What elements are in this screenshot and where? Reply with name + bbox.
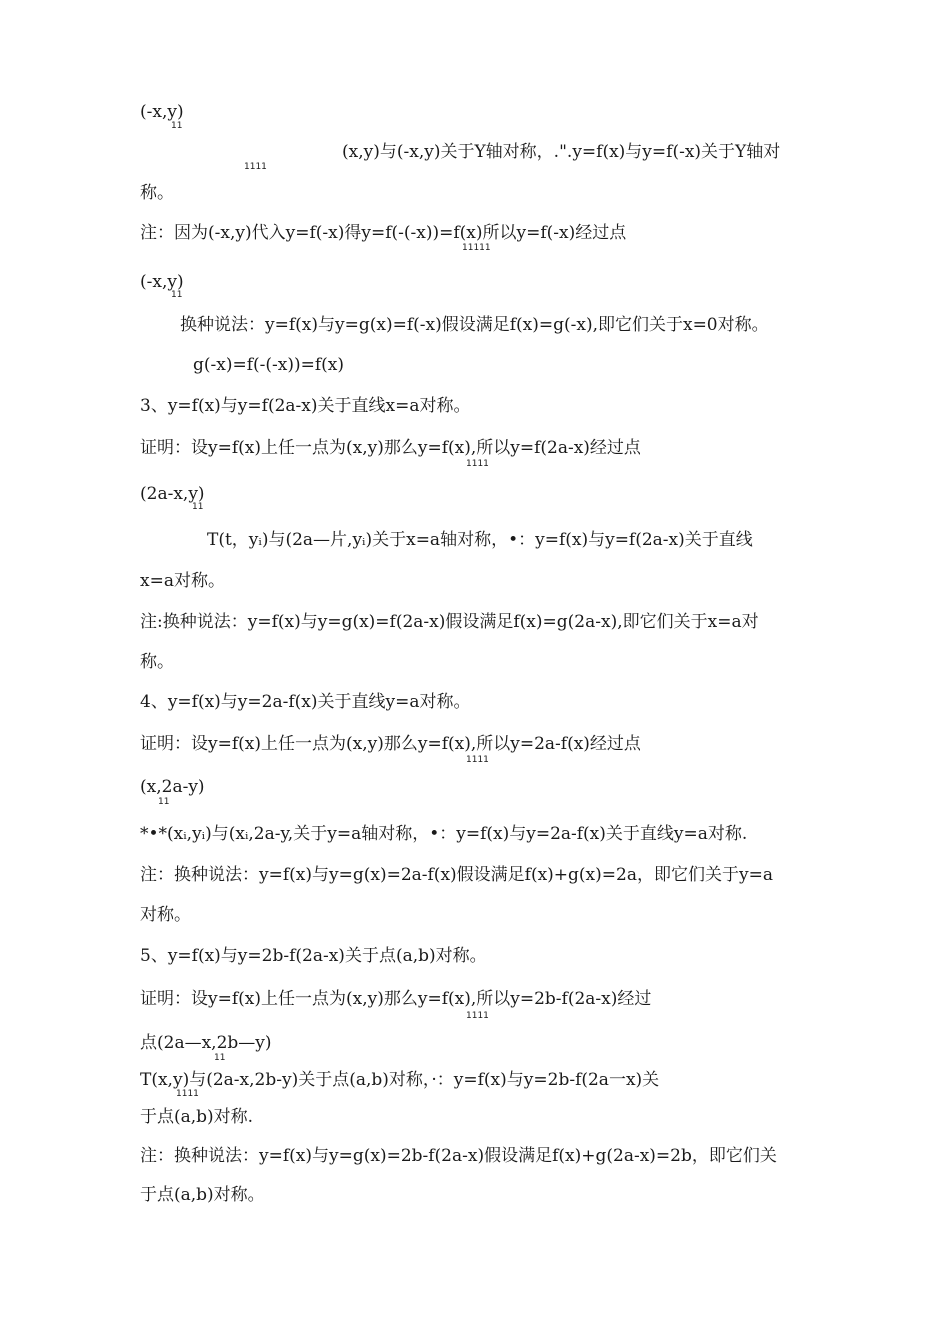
text-line: 称。: [140, 652, 174, 672]
text-line: 注：换种说法：y=f(x)与y=g(x)=2b-f(2a-x)假设满足f(x)+g(2a-x)=2b，即它们关: [140, 1146, 777, 1166]
text-line: 对称。: [140, 905, 191, 925]
subscript-line: 11: [171, 121, 183, 131]
subscript-line: 11: [214, 1053, 226, 1063]
text-line: 称。: [140, 183, 174, 203]
text-line: 证明：设y=f(x)上任一点为(x,y)那么y=f(x),所以y=2b-f(2a-x)经过: [140, 989, 652, 1009]
subscript-line: 11111: [462, 243, 491, 253]
text-line: 注：因为(-x,y)代入y=f(-x)得y=f(-(-x))=f(x)所以y=f(-x)经过点: [140, 223, 627, 243]
text-line: 证明：设y=f(x)上任一点为(x,y)那么y=f(x),所以y=f(2a-x)经过点: [140, 438, 641, 458]
text-line: T(t，yᵢ)与(2a—片,yᵢ)关于x=a轴对称，•：y=f(x)与y=f(2a-x)关于直线: [207, 530, 753, 550]
text-line: T(x,y)与(2a-x,2b-y)关于点(a,b)对称，·：y=f(x)与y=2b-f(2a一x)关: [140, 1070, 660, 1090]
subscript-line: 11: [158, 797, 170, 807]
subscript-line: 1111: [244, 162, 267, 172]
subscript-line: 1111: [176, 1089, 199, 1099]
text-line: (x,2a-y): [140, 777, 205, 797]
text-line: (x,y)与(-x,y)关于Y轴对称，.".y=f(x)与y=f(-x)关于Y轴对: [342, 142, 781, 162]
text-line: 点(2a—x,2b—y): [140, 1033, 272, 1053]
subscript-line: 11: [171, 290, 183, 300]
text-line: 换种说法：y=f(x)与y=g(x)=f(-x)假设满足f(x)=g(-x),即它们关于x=0对称。: [180, 315, 769, 335]
text-line: g(-x)=f(-(-x))=f(x): [193, 355, 345, 375]
text-line: 于点(a,b)对称.: [140, 1107, 254, 1127]
subscript-line: 1111: [466, 1011, 489, 1021]
text-line: 5、y=f(x)与y=2b-f(2a-x)关于点(a,b)对称。: [140, 946, 487, 966]
text-line: (-x,y): [140, 272, 184, 292]
text-line: x=a对称。: [140, 571, 225, 591]
text-line: 注:换种说法：y=f(x)与y=g(x)=f(2a-x)假设满足f(x)=g(2a-x),即它们关于x=a对: [140, 612, 759, 632]
text-line: 4、y=f(x)与y=2a-f(x)关于直线y=a对称。: [140, 692, 471, 712]
subscript-line: 11: [192, 502, 204, 512]
text-line: 于点(a,b)对称。: [140, 1185, 265, 1205]
text-line: 3、y=f(x)与y=f(2a-x)关于直线x=a对称。: [140, 396, 471, 416]
text-line: (2a-x,y): [140, 484, 205, 504]
text-line: 注：换种说法：y=f(x)与y=g(x)=2a-f(x)假设满足f(x)+g(x)=2a，即它们关于y=a: [140, 865, 773, 885]
text-line: 证明：设y=f(x)上任一点为(x,y)那么y=f(x),所以y=2a-f(x)经过点: [140, 734, 641, 754]
text-line: (-x,y): [140, 102, 184, 122]
subscript-line: 1111: [466, 459, 489, 469]
subscript-line: 1111: [466, 755, 489, 765]
text-line: *•*(xᵢ,yᵢ)与(xᵢ,2a-y,关于y=a轴对称，•：y=f(x)与y=2a-f(x)关于直线y=a对称.: [140, 824, 748, 844]
